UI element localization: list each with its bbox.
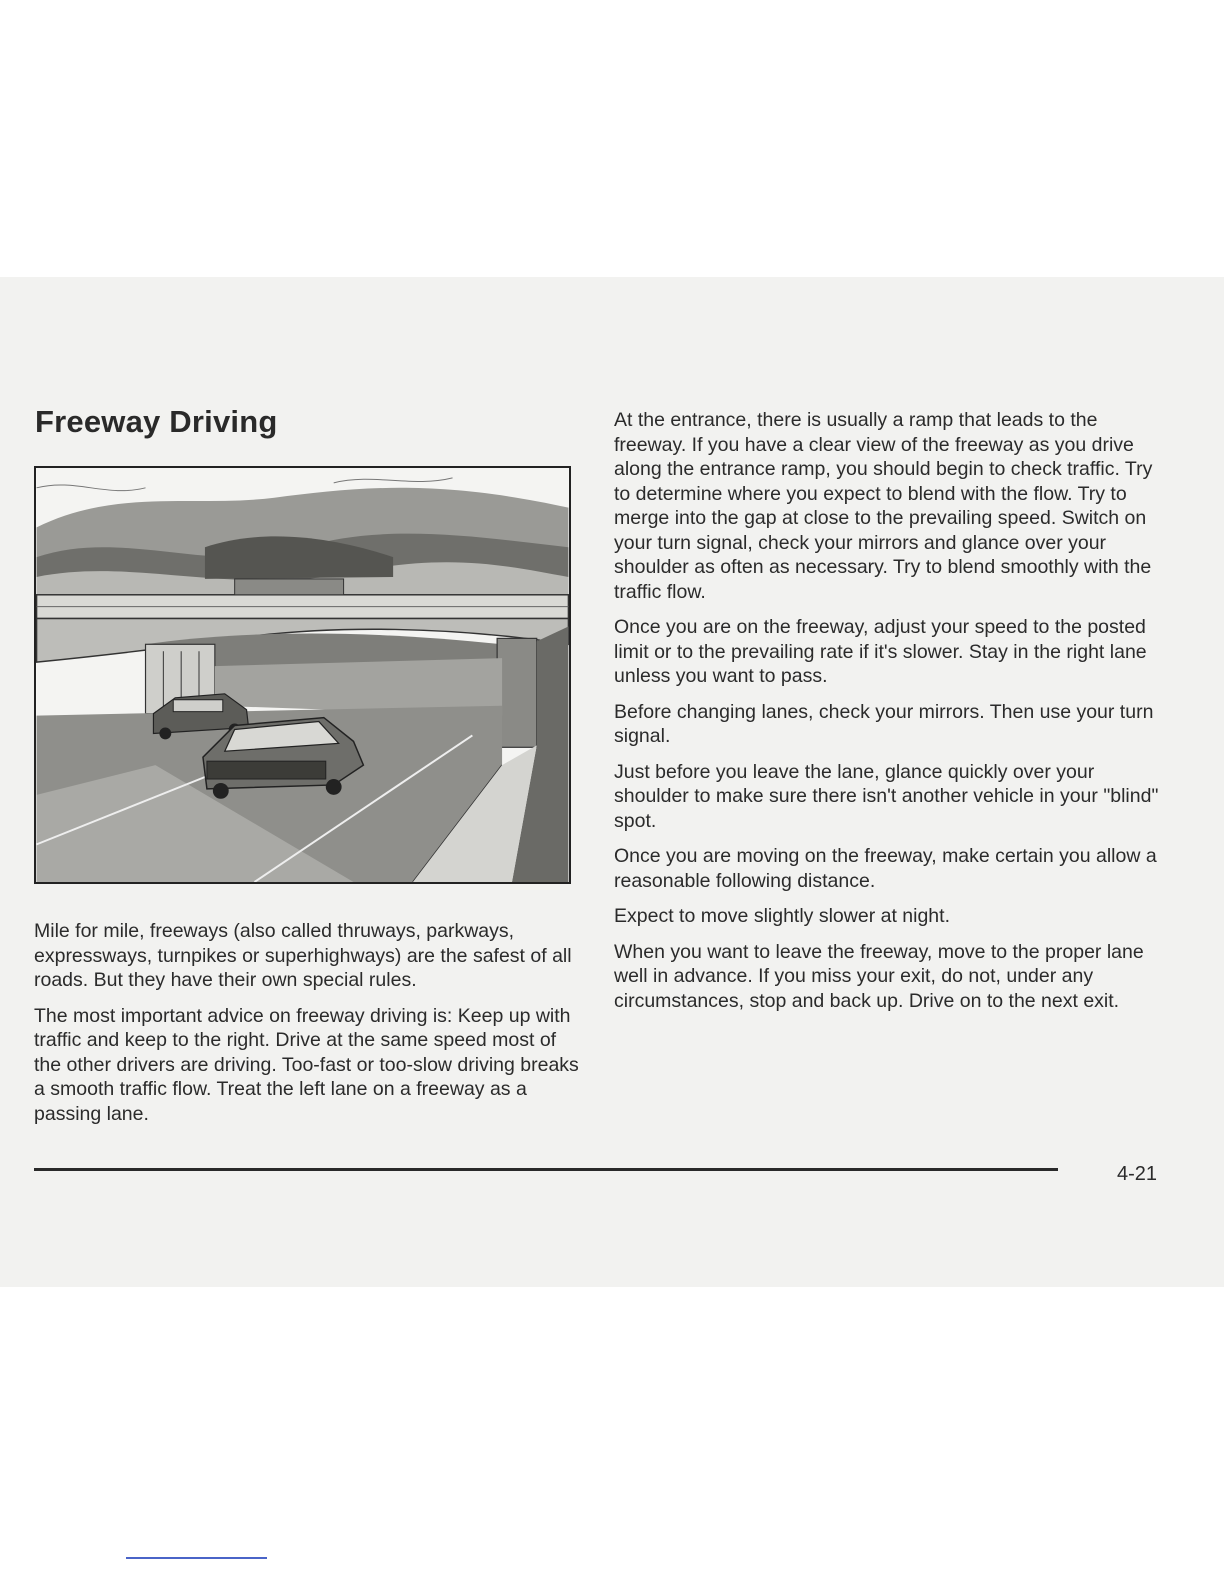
section-title: Freeway Driving [35,404,278,439]
paragraph: Before changing lanes, check your mirrors. Then use your turn signal. [614,700,1154,747]
paragraph: Once you are moving on the freeway, make certain you allow a reasonable following distance. [614,845,1157,892]
paragraph: At the entrance, there is usually a ramp that leads to the freeway. If you have a clear view of the freeway as you drive along the entrance ramp, you should begin to check traffic. Try to determine where you expect to blend with the flow. Try to merge into the gap at close to the prevailing speed. Switch on your turn signal, check your mirrors and glance over your shoulder as often as necessary. Try to blend smoothly with the traffic flow. [614,409,1153,603]
paragraph: Mile for mile, freeways (also called thruways, parkways, expressways, turnpikes or superhighways) are the safest of all roads. But they have their own special rules. [34,920,572,991]
paragraph: Once you are on the freeway, adjust your speed to the posted limit or to the prevailing rate if it's slower. Stay in the right lane unless you want to pass. [614,616,1147,687]
link-underline[interactable] [126,1557,267,1559]
freeway-overpass-illustration-icon [36,468,569,882]
paragraph: Expect to move slightly slower at night. [614,905,950,927]
page-number: 4-21 [1117,1163,1158,1185]
freeway-illustration [34,466,571,884]
left-text-column [34,919,579,1137]
paragraph: When you want to leave the freeway, move to the proper lane well in advance. If you miss your exit, do not, under any circumstances, stop and back up. Drive on to the next exit. [614,940,1144,1012]
footer-divider [34,1168,1058,1171]
paragraph: Just before you leave the lane, glance quickly over your shoulder to make sure there isn't another vehicle in your "blind" spot. [614,760,1159,832]
right-text-column [614,408,1159,1024]
paragraph: The most important advice on freeway driving is: Keep up with traffic and keep to the right. Drive at the same speed most of the other drivers are driving. Too-fast or too-slow driving breaks a smooth traffic flow. Treat the left lane on a freeway as a passing lane. [34,1004,579,1125]
